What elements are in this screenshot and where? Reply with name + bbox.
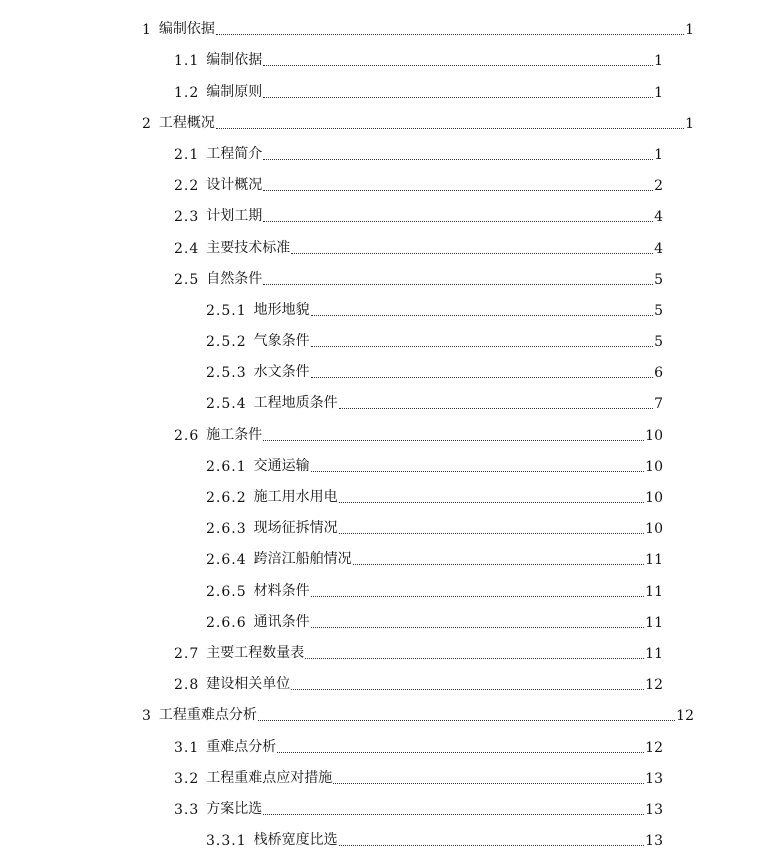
dot-leader: [263, 440, 644, 441]
dot-leader: [216, 128, 684, 129]
dot-leader: [263, 284, 653, 285]
toc-entry-number: 2.7: [174, 645, 200, 662]
toc-entry-page-number: 7: [654, 396, 663, 413]
dot-leader: [311, 346, 653, 347]
toc-entry-page-number: 1: [654, 146, 663, 163]
toc-entry-title: 交通运输: [253, 457, 310, 474]
toc-entry-title: 编制依据: [206, 52, 263, 69]
toc-entry-title: 主要技术标准: [206, 239, 291, 256]
toc-entry[interactable]: [0, 823, 776, 854]
toc-entry-page-number: 4: [654, 209, 663, 226]
dot-leader: [305, 658, 644, 659]
toc-entry-number: 2.3: [174, 209, 200, 226]
toc-entry-page-number: 1: [685, 22, 694, 39]
toc-entry-page-number: 12: [645, 739, 663, 756]
toc-entry[interactable]: [0, 43, 776, 74]
toc-entry[interactable]: [0, 293, 776, 324]
toc-entry-page-number: 11: [645, 614, 663, 631]
toc-entry-number: 3: [142, 708, 152, 725]
toc-entry-number: 2.5.4: [206, 396, 247, 413]
toc-entry[interactable]: [0, 542, 776, 573]
dot-leader: [263, 159, 653, 160]
toc-entry[interactable]: [0, 106, 776, 137]
toc-entry-number: 3.3.1: [206, 833, 247, 850]
toc-entry[interactable]: [0, 698, 776, 729]
toc-entry-number: 1.1: [174, 53, 200, 70]
toc-entry-title: 方案比选: [206, 800, 263, 817]
toc-entry-title: 编制依据: [158, 21, 215, 38]
toc-entry-page-number: 5: [654, 334, 663, 351]
toc-entry-title: 施工用水用电: [253, 489, 338, 505]
toc-entry-title: 气象条件: [253, 333, 310, 350]
dot-leader: [339, 845, 645, 846]
toc-entry[interactable]: [0, 355, 776, 386]
toc-entry-number: 2.6.1: [206, 458, 247, 475]
toc-entry-page-number: 13: [645, 801, 663, 818]
toc-entry[interactable]: [0, 449, 776, 480]
dot-leader: [311, 471, 645, 472]
toc-entry-title: 现场征拆情况: [253, 520, 338, 537]
toc-entry-number: 2.6.3: [206, 521, 247, 538]
toc-entry[interactable]: [0, 230, 776, 261]
toc-entry[interactable]: [0, 573, 776, 604]
dot-leader: [291, 689, 644, 690]
toc-entry-number: 1.2: [174, 84, 200, 101]
toc-entry-title: 栈桥宽度比选: [253, 832, 338, 849]
toc-entry[interactable]: [0, 729, 776, 760]
toc-entry-page-number: 1: [685, 115, 694, 132]
toc-entry[interactable]: [0, 168, 776, 199]
toc-entry-page-number: 13: [645, 833, 663, 850]
toc-entry[interactable]: [0, 137, 776, 168]
toc-entry-title: 建设相关单位: [206, 676, 291, 693]
toc-entry-number: 1: [142, 22, 152, 39]
toc-entry-number: 2.6: [174, 427, 200, 444]
toc-entry-number: 2.4: [174, 240, 200, 257]
toc-entry-title: 重难点分析: [206, 738, 277, 755]
toc-entry-number: 2.8: [174, 677, 200, 694]
dot-leader: [263, 814, 644, 815]
toc-entry-page-number: 5: [654, 271, 663, 288]
toc-entry-title: 工程重难点分析: [158, 707, 257, 724]
dot-leader: [311, 627, 645, 628]
toc-entry-page-number: 11: [645, 645, 663, 662]
toc-entry[interactable]: [0, 12, 776, 43]
toc-entry[interactable]: [0, 417, 776, 448]
toc-entry-page-number: 6: [654, 365, 663, 382]
toc-entry-title: 自然条件: [206, 270, 263, 287]
toc-entry-page-number: 12: [645, 677, 663, 694]
toc-entry-page-number: 10: [645, 458, 663, 475]
toc-entry[interactable]: [0, 605, 776, 636]
toc-entry-title: 设计概况: [206, 177, 263, 194]
dot-leader: [277, 752, 644, 753]
toc-entry[interactable]: [0, 262, 776, 293]
toc-entry-page-number: 5: [654, 302, 663, 319]
toc-entry-title: 工程简介: [206, 145, 263, 162]
toc-entry-number: 2.5: [174, 271, 200, 288]
toc-entry-title: 编制原则: [206, 83, 263, 100]
toc-entry-title: 工程地质条件: [253, 395, 338, 412]
toc-entry-number: 2.5.1: [206, 302, 247, 319]
toc-entry-page-number: 10: [645, 490, 663, 506]
dot-leader: [263, 190, 653, 191]
toc-entry-title: 施工条件: [206, 426, 263, 443]
dot-leader: [311, 315, 653, 316]
toc-entry-title: 计划工期: [206, 208, 263, 225]
toc-entry-number: 3.3: [174, 801, 200, 818]
toc-entry[interactable]: [0, 386, 776, 417]
toc-entry[interactable]: [0, 792, 776, 823]
toc-entry-number: 2.6.2: [206, 490, 247, 506]
dot-leader: [353, 564, 645, 565]
toc-entry[interactable]: [0, 199, 776, 230]
toc-entry-page-number: 1: [654, 53, 663, 70]
toc-entry-page-number: 11: [645, 583, 663, 600]
toc-entry[interactable]: [0, 74, 776, 105]
toc-entry-title: 通讯条件: [253, 613, 310, 630]
toc-entry[interactable]: [0, 667, 776, 698]
dot-leader: [311, 596, 645, 597]
toc-entry-title: 材料条件: [253, 582, 310, 599]
toc-entry-page-number: 13: [645, 770, 663, 787]
dot-leader: [258, 720, 675, 721]
toc-entry-number: 2: [142, 115, 152, 132]
dot-leader: [263, 65, 653, 66]
toc-entry-title: 地形地貌: [253, 301, 310, 318]
dot-leader: [333, 783, 644, 784]
dot-leader: [291, 253, 653, 254]
toc-entry-page-number: 10: [645, 521, 663, 538]
toc-entry-page-number: 1: [654, 84, 663, 101]
toc-entry-number: 2.5.3: [206, 365, 247, 382]
dot-leader: [263, 97, 653, 98]
toc-entry[interactable]: [0, 324, 776, 355]
toc-entry[interactable]: [0, 636, 776, 667]
toc-entry[interactable]: [0, 761, 776, 792]
toc-entry-number: 2.1: [174, 146, 200, 163]
toc-entry-number: 3.1: [174, 739, 200, 756]
toc-entry-number: 2.6.4: [206, 552, 247, 569]
toc-entry-number: 2.5.2: [206, 334, 247, 351]
dot-leader: [339, 533, 645, 534]
toc-entry-title: 工程概况: [158, 114, 215, 131]
dot-leader: [263, 221, 653, 222]
toc-entry-page-number: 4: [654, 240, 663, 257]
toc-entry-page-number: 2: [654, 178, 663, 195]
dot-leader: [339, 408, 653, 409]
toc-entry-number: 3.2: [174, 770, 200, 787]
toc-entry-number: 2.6.6: [206, 614, 247, 631]
toc-entry-page-number: 11: [645, 552, 663, 569]
toc-entry-page-number: 12: [676, 708, 694, 725]
toc-entry-number: 2.2: [174, 178, 200, 195]
toc-entry-title: 水文条件: [253, 364, 310, 381]
toc-entry-title: 主要工程数量表: [206, 644, 305, 661]
toc-entry-number: 2.6.5: [206, 583, 247, 600]
toc-entry[interactable]: [0, 480, 776, 511]
dot-leader: [311, 377, 653, 378]
toc-entry[interactable]: [0, 511, 776, 542]
dot-leader: [216, 34, 684, 35]
dot-leader: [339, 502, 645, 503]
toc-entry-page-number: 10: [645, 427, 663, 444]
toc-entry-title: 工程重难点应对措施: [206, 769, 333, 786]
toc-entry-title: 跨涪江船舶情况: [253, 551, 352, 568]
